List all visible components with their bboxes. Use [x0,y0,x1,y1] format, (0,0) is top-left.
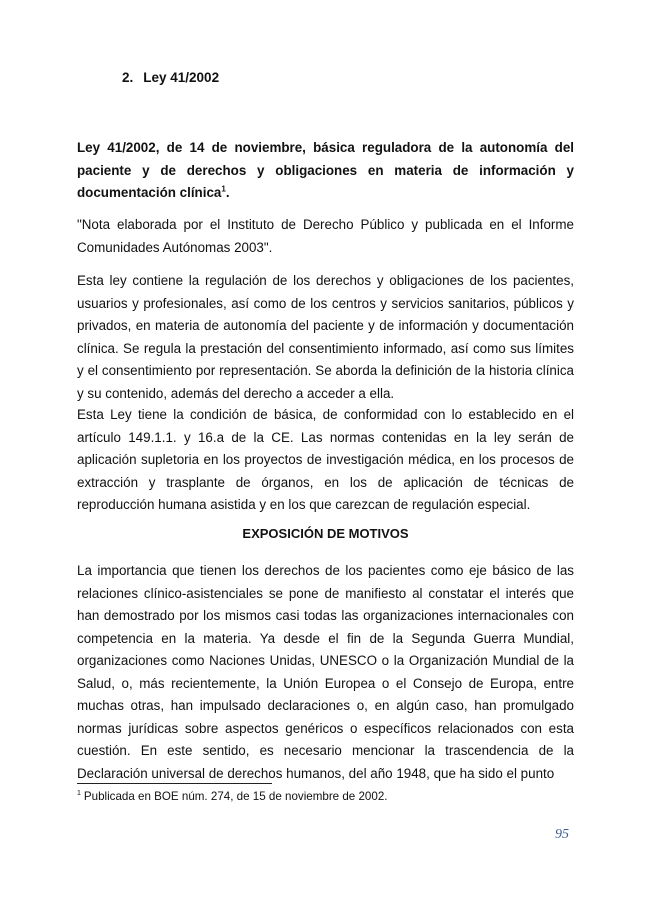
law-title-text: Ley 41/2002, de 14 de noviembre, básica reguladora de la autonomía del paciente y de derechos y obligaciones en materia de información y documentación clínica [77,140,574,200]
body-paragraph: Esta ley contiene la regulación de los derechos y obligaciones de los pacientes, usuarios y profesionales, así como de los centros y servicios sanitarios, públicos y privados, en materia de autonomía del paciente y de información y documentación clínica. Se regula la prestación del consentimiento informado, así como sus límites y el consentimiento por representación. Se aborda la definición de la historia clínica y su contenido, además del derecho a acceder a ella. [77,273,574,401]
motivos-paragraph: La importancia que tienen los derechos de los pacientes como eje básico de las relaciones clínico-asistenciales se pone de manifiesto al constatar el interés que han demostrado por los mismos casi todas las organizaciones internacionales con competencia en la materia. Ya desde el fin de la Segunda Guerra Mundial, organizaciones como Naciones Unidas, UNESCO o la Organización Mundial de la Salud, o, más recientemente, la Unión Europea o el Consejo de Europa, entre muchas otras, han impulsado declaraciones o, en algún caso, han promulgado normas jurídicas sobre aspectos genéricos o específicos relacionados con esta cuestión. En este sentido, es necesario mencionar la trascendencia de la Declaración universal de derechos humanos, del año 1948, que ha sido el punto [77,563,574,781]
footnote-text: Publicada en BOE núm. 274, de 15 de noviembre de 2002. [83,790,388,803]
footnote [77,790,387,803]
footnote-separator [77,783,272,784]
section-number: 2. [122,70,134,85]
law-title-trailing: . [225,185,230,200]
section-title: Ley 41/2002 [143,70,220,85]
body-paragraph: Esta Ley tiene la condición de básica, de conformidad con lo establecido en el artículo 149.1.1. y 16.a de la CE. Las normas contenidas en la ley serán de aplicación supletoria en los proyectos de investigación médica, en los procesos de extracción y trasplante de órganos, en los de aplicación de técnicas de reproducción humana asistida y en los que carezcan de regulación especial. [77,407,574,512]
section-heading [122,70,219,85]
footnote-marker: 1 [77,790,81,798]
footnote-reference[interactable]: 1 [221,184,226,194]
note-paragraph: "Nota elaborada por el Instituto de Derecho Público y publicada en el Informe Comunidades Autónomas 2003". [77,217,574,255]
page-number: 95 [555,827,569,842]
law-title [77,137,574,205]
subheading: EXPOSICIÓN DE MOTIVOS [242,526,409,541]
